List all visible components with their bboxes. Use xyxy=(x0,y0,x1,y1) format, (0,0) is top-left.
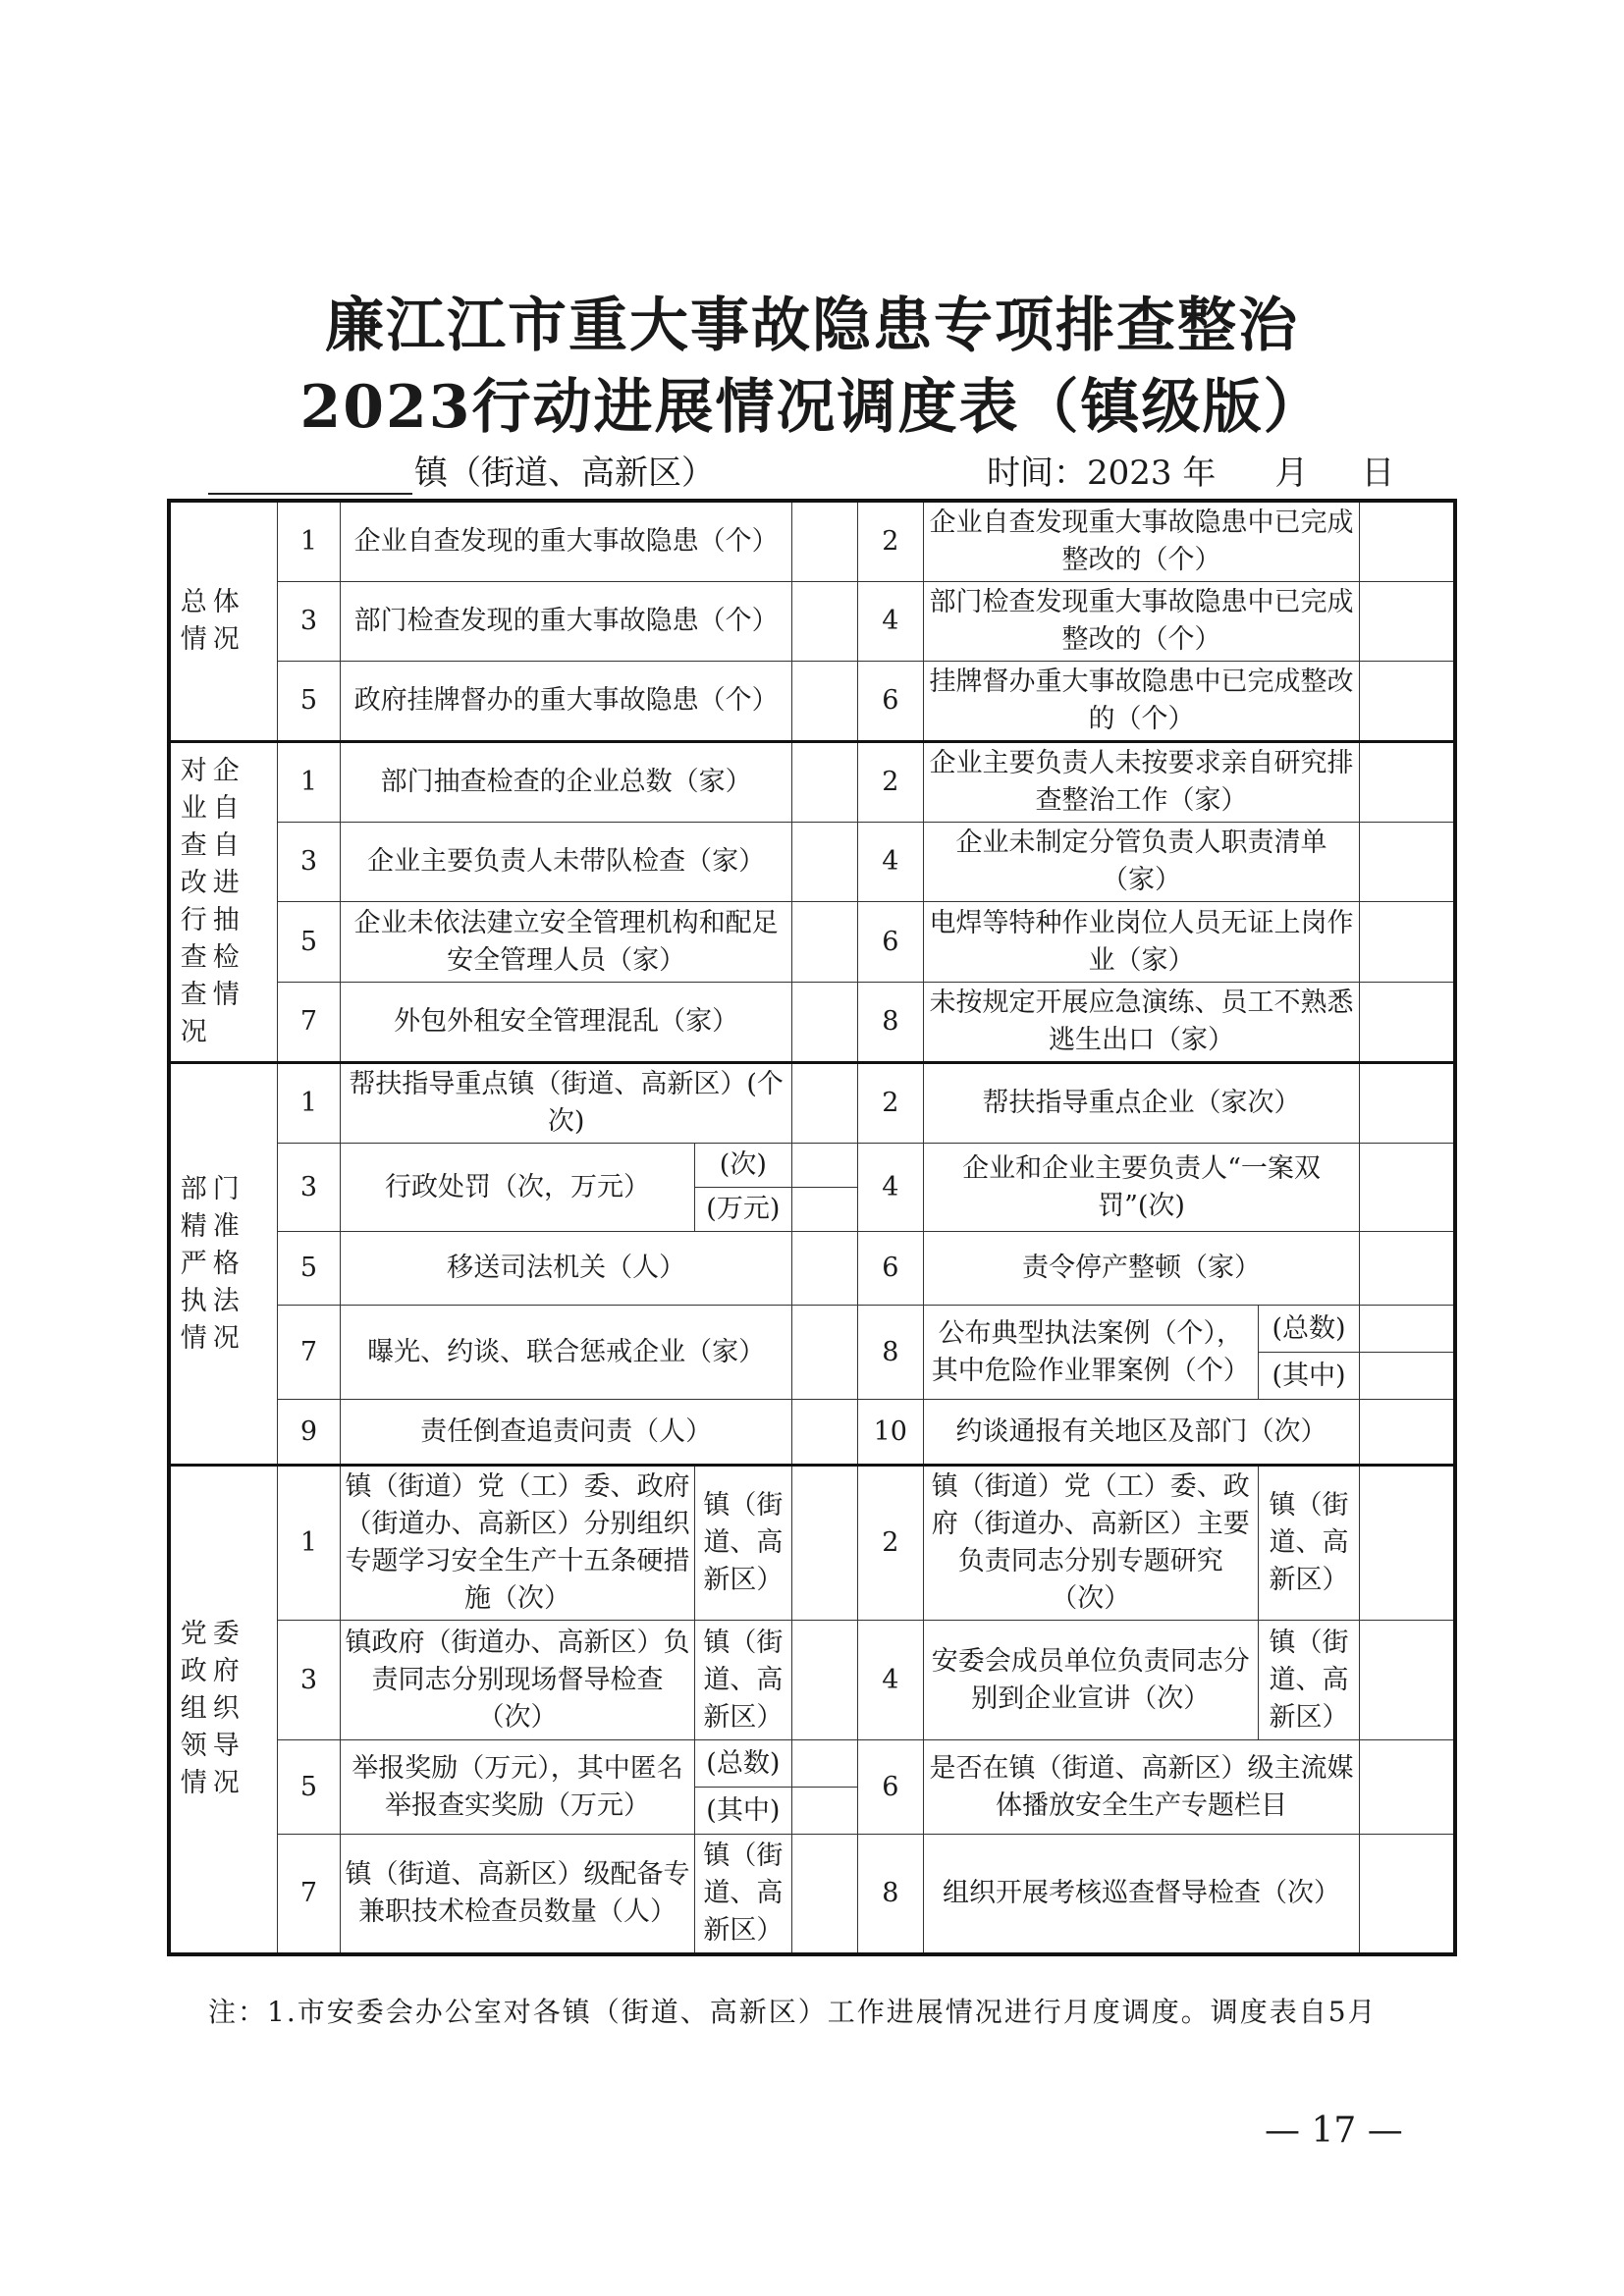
town-suffix: 镇（街道、高新区） xyxy=(414,454,715,493)
value-cell[interactable] xyxy=(791,1063,857,1144)
item-label: 行政处罚（次，万元） xyxy=(341,1144,694,1232)
item-label: 安委会成员单位负责同志分别到企业宣讲（次） xyxy=(923,1621,1258,1740)
value-cell[interactable] xyxy=(1360,823,1455,902)
item-label: 挂牌督办重大事故隐患中已完成整改的（个） xyxy=(923,662,1360,742)
item-label: 部门抽查检查的企业总数（家） xyxy=(341,742,792,823)
unit-label: 镇（街道、高新区） xyxy=(694,1621,791,1740)
item-number: 1 xyxy=(277,1466,341,1621)
unit-label: (次) xyxy=(694,1144,791,1188)
value-cell[interactable] xyxy=(791,823,857,902)
item-label: 组织开展考核巡查督导检查（次） xyxy=(923,1835,1360,1954)
unit-label: (总数) xyxy=(694,1740,791,1788)
value-cell[interactable] xyxy=(1360,582,1455,662)
item-label: 举报奖励（万元），其中匿名举报查实奖励（万元） xyxy=(341,1740,694,1835)
item-label: 曝光、约谈、联合惩戒企业（家） xyxy=(341,1306,792,1400)
item-number: 5 xyxy=(277,1740,341,1835)
value-cell[interactable] xyxy=(791,742,857,823)
item-label: 移送司法机关（人） xyxy=(341,1232,792,1306)
category-leadership: 党委政府组织领导情况 xyxy=(169,1466,277,1954)
unit-label: 镇（街道、高新区） xyxy=(1258,1621,1360,1740)
item-label: 是否在镇（街道、高新区）级主流媒体播放安全生产专题栏目 xyxy=(923,1740,1360,1835)
value-cell[interactable] xyxy=(791,1306,857,1400)
category-enterprise-check: 对企业自查自改进行抽查检查情况 xyxy=(169,742,277,1063)
footnote: 注：1.市安委会办公室对各镇（街道、高新区）工作进展情况进行月度调度。调度表自5月 xyxy=(208,1996,1378,2028)
value-cell[interactable] xyxy=(791,983,857,1063)
item-number: 5 xyxy=(277,662,341,742)
item-number: 1 xyxy=(277,1063,341,1144)
value-cell[interactable] xyxy=(791,1835,857,1954)
value-cell[interactable] xyxy=(1360,1232,1455,1306)
doc-title-line1: 廉江江市重大事故隐患专项排查整治 xyxy=(325,292,1299,360)
item-label: 部门检查发现的重大事故隐患（个） xyxy=(341,582,792,662)
unit-label: 镇（街道、高新区） xyxy=(694,1835,791,1954)
item-number: 8 xyxy=(857,983,923,1063)
item-number: 1 xyxy=(277,742,341,823)
item-label: 镇（街道、高新区）级配备专兼职技术检查员数量（人） xyxy=(341,1835,694,1954)
item-label: 镇（街道）党（工）委、政府（街道办、高新区）分别组织专题学习安全生产十五条硬措施（次） xyxy=(341,1466,694,1621)
item-label: 部门检查发现重大事故隐患中已完成整改的（个） xyxy=(923,582,1360,662)
item-label: 责令停产整顿（家） xyxy=(923,1232,1360,1306)
item-number: 7 xyxy=(277,1306,341,1400)
item-number: 8 xyxy=(857,1306,923,1400)
doc-title-line2: 2023行动进展情况调度表（镇级版） xyxy=(299,373,1325,442)
value-cell[interactable] xyxy=(791,902,857,983)
item-number: 4 xyxy=(857,823,923,902)
item-label: 帮扶指导重点企业（家次） xyxy=(923,1063,1360,1144)
unit-label: (其中) xyxy=(694,1788,791,1835)
value-cell[interactable] xyxy=(1360,1621,1455,1740)
item-label: 企业未制定分管负责人职责清单（家） xyxy=(923,823,1360,902)
town-blank[interactable] xyxy=(208,457,412,495)
item-label: 责任倒查追责问责（人） xyxy=(341,1400,792,1466)
town-field xyxy=(208,452,715,495)
item-number: 6 xyxy=(857,902,923,983)
item-number: 6 xyxy=(857,662,923,742)
item-label: 企业和企业主要负责人“一案双罚”(次) xyxy=(923,1144,1360,1232)
value-cell[interactable] xyxy=(791,1188,857,1232)
value-cell[interactable] xyxy=(1360,1740,1455,1835)
item-label: 帮扶指导重点镇（街道、高新区）(个次) xyxy=(341,1063,792,1144)
value-cell[interactable] xyxy=(791,1144,857,1188)
time-label: 时间：2023 年 xyxy=(987,454,1217,493)
page-number: — 17 — xyxy=(1265,2110,1403,2151)
value-cell[interactable] xyxy=(791,501,857,582)
progress-table xyxy=(167,499,1457,1956)
item-label: 外包外租安全管理混乱（家） xyxy=(341,983,792,1063)
item-number: 7 xyxy=(277,983,341,1063)
value-cell[interactable] xyxy=(791,1466,857,1621)
item-number: 7 xyxy=(277,1835,341,1954)
item-number: 1 xyxy=(277,501,341,582)
item-number: 2 xyxy=(857,1063,923,1144)
unit-label: (万元) xyxy=(694,1188,791,1232)
item-number: 2 xyxy=(857,742,923,823)
category-enforcement: 部门精准严格执法情况 xyxy=(169,1063,277,1466)
value-cell[interactable] xyxy=(1360,662,1455,742)
item-number: 4 xyxy=(857,1621,923,1740)
day-label: 日 xyxy=(1361,454,1395,493)
value-cell[interactable] xyxy=(1360,1466,1455,1621)
value-cell[interactable] xyxy=(1360,1400,1455,1466)
value-cell[interactable] xyxy=(1360,1835,1455,1954)
value-cell[interactable] xyxy=(791,1788,857,1835)
value-cell[interactable] xyxy=(791,1740,857,1788)
value-cell[interactable] xyxy=(1360,1306,1455,1353)
value-cell[interactable] xyxy=(1360,1353,1455,1400)
item-label: 政府挂牌督办的重大事故隐患（个） xyxy=(341,662,792,742)
item-label: 电焊等特种作业岗位人员无证上岗作业（家） xyxy=(923,902,1360,983)
item-label: 企业未依法建立安全管理机构和配足安全管理人员（家） xyxy=(341,902,792,983)
item-number: 5 xyxy=(277,1232,341,1306)
unit-label: (总数) xyxy=(1258,1306,1360,1353)
item-label: 企业主要负责人未带队检查（家） xyxy=(341,823,792,902)
item-label: 镇（街道）党（工）委、政府（街道办、高新区）主要负责同志分别专题研究（次） xyxy=(923,1466,1258,1621)
value-cell[interactable] xyxy=(1360,742,1455,823)
item-label: 企业自查发现的重大事故隐患（个） xyxy=(341,501,792,582)
item-number: 5 xyxy=(277,902,341,983)
category-overall: 总体情况 xyxy=(169,501,277,742)
item-number: 2 xyxy=(857,1466,923,1621)
item-label: 企业自查发现重大事故隐患中已完成整改的（个） xyxy=(923,501,1360,582)
item-number: 10 xyxy=(857,1400,923,1466)
value-cell[interactable] xyxy=(1360,983,1455,1063)
unit-label: (其中) xyxy=(1258,1353,1360,1400)
value-cell[interactable] xyxy=(1360,1063,1455,1144)
value-cell[interactable] xyxy=(1360,902,1455,983)
item-number: 3 xyxy=(277,1144,341,1232)
item-label: 约谈通报有关地区及部门（次） xyxy=(923,1400,1360,1466)
value-cell[interactable] xyxy=(791,582,857,662)
item-number: 6 xyxy=(857,1232,923,1306)
item-number: 3 xyxy=(277,1621,341,1740)
item-number: 8 xyxy=(857,1835,923,1954)
item-number: 4 xyxy=(857,582,923,662)
item-number: 9 xyxy=(277,1400,341,1466)
value-cell[interactable] xyxy=(791,1232,857,1306)
item-label: 未按规定开展应急演练、员工不熟悉逃生出口（家） xyxy=(923,983,1360,1063)
item-number: 3 xyxy=(277,582,341,662)
date-field xyxy=(987,452,1394,495)
item-number: 6 xyxy=(857,1740,923,1835)
value-cell[interactable] xyxy=(791,662,857,742)
item-label: 企业主要负责人未按要求亲自研究排查整治工作（家） xyxy=(923,742,1360,823)
unit-label: 镇（街道、高新区） xyxy=(694,1466,791,1621)
item-label: 镇政府（街道办、高新区）负责同志分别现场督导检查（次） xyxy=(341,1621,694,1740)
value-cell[interactable] xyxy=(1360,1144,1455,1232)
unit-label: 镇（街道、高新区） xyxy=(1258,1466,1360,1621)
month-label: 月 xyxy=(1274,454,1309,493)
item-number: 3 xyxy=(277,823,341,902)
item-number: 4 xyxy=(857,1144,923,1232)
value-cell[interactable] xyxy=(791,1400,857,1466)
value-cell[interactable] xyxy=(1360,501,1455,582)
item-number: 2 xyxy=(857,501,923,582)
value-cell[interactable] xyxy=(791,1621,857,1740)
item-label: 公布典型执法案例（个），其中危险作业罪案例（个） xyxy=(923,1306,1258,1400)
